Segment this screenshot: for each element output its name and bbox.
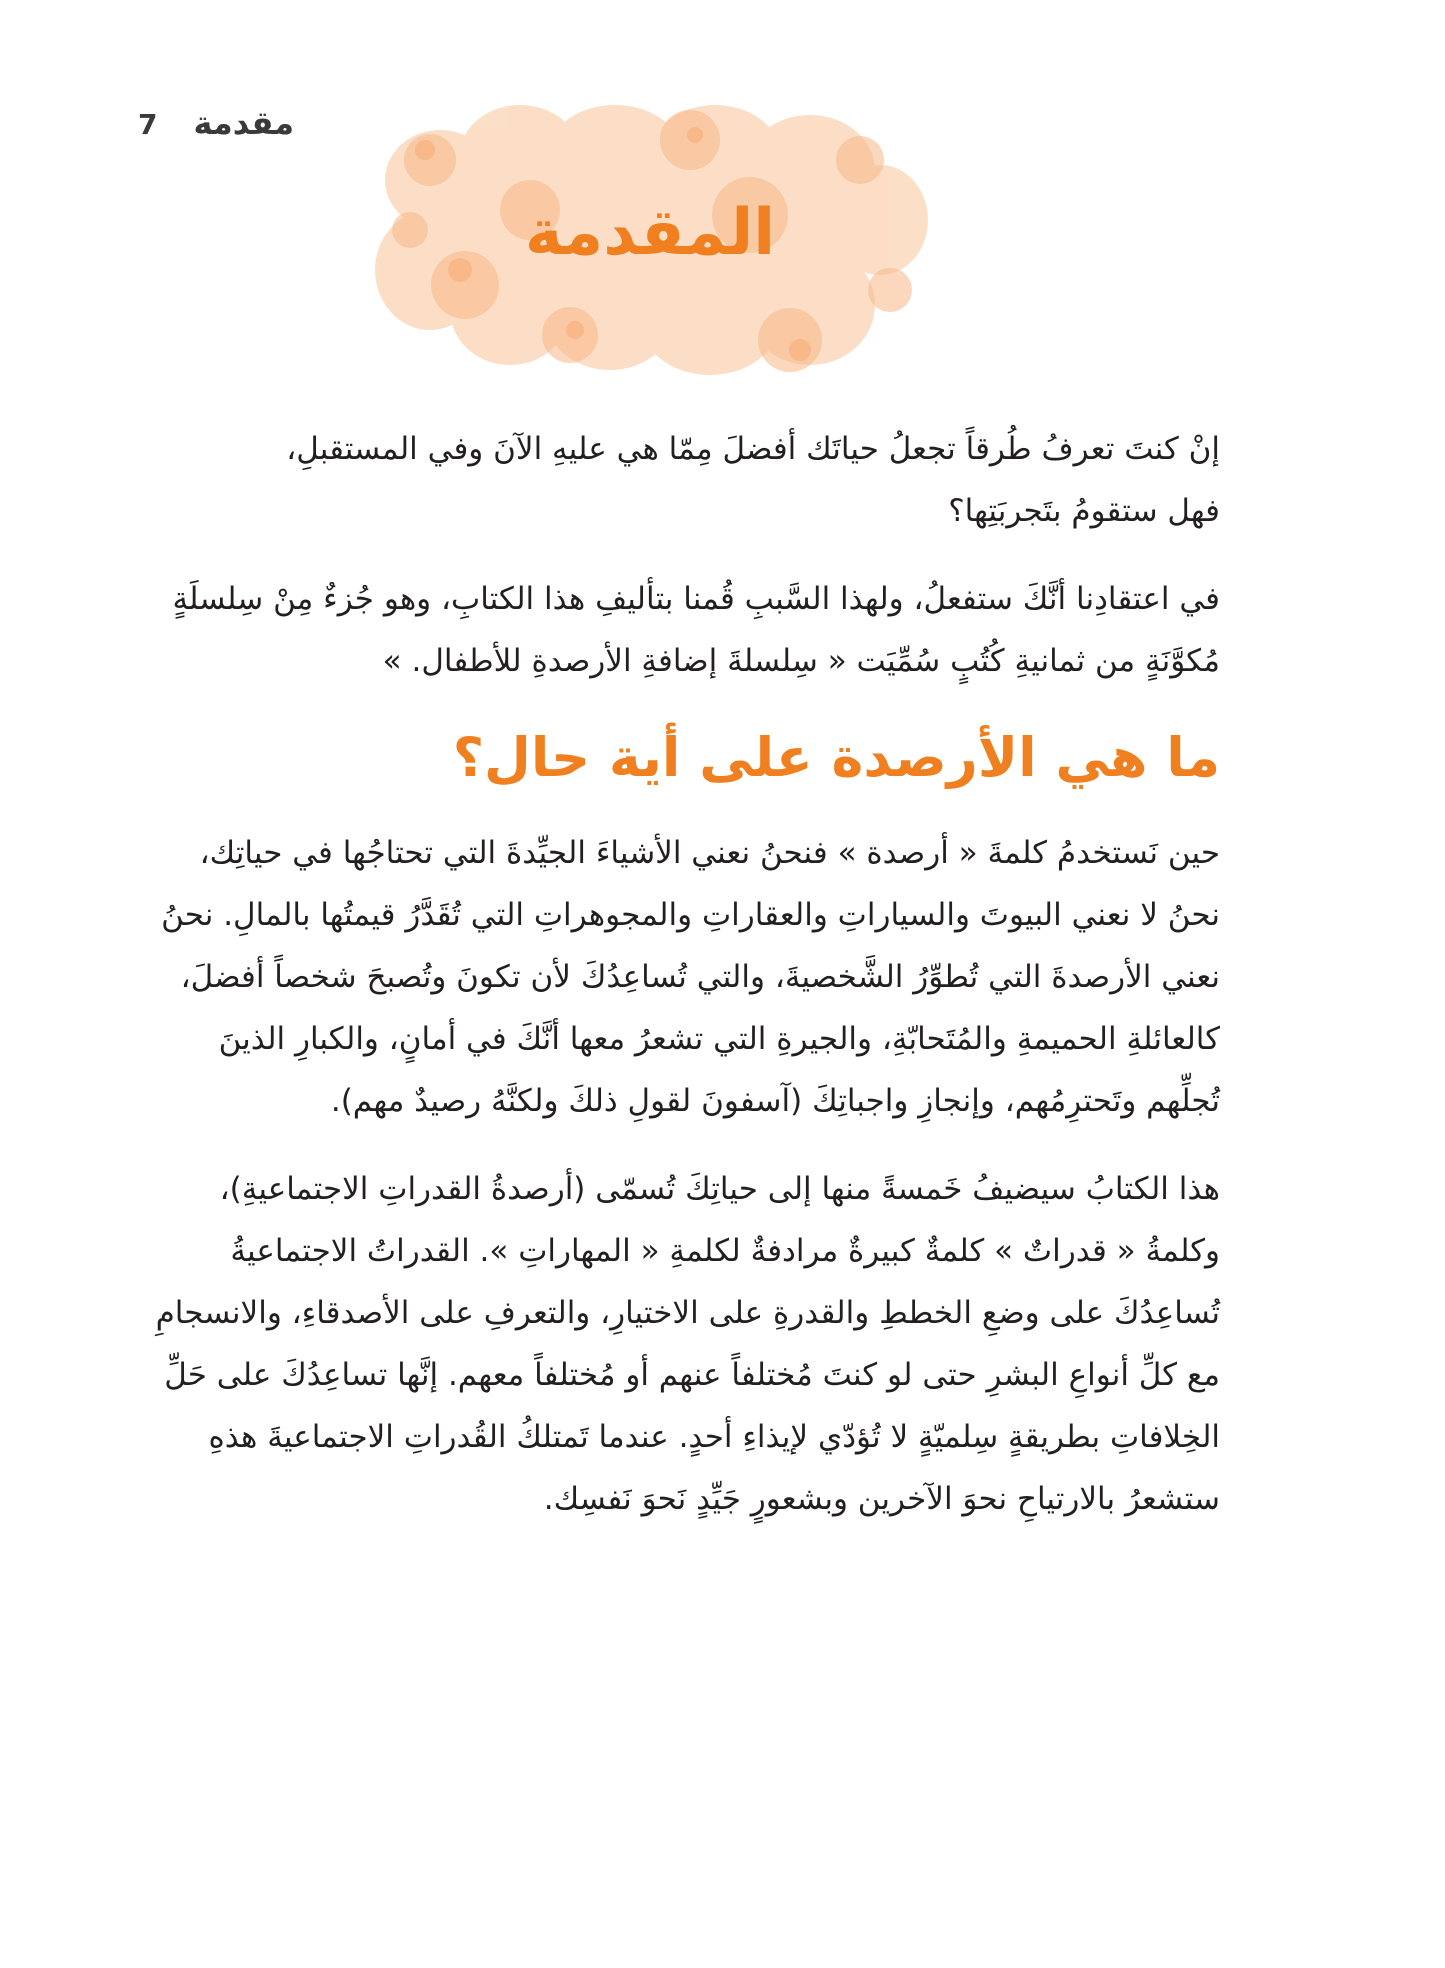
assets-paragraph: حين نَستخدمُ كلمةَ « أرصدة » فنحنُ نعني الأشياءَ الجيِّدةَ التي تحتاجُها في حياتِك، نحنُ لا نعني البيوتَ والسياراتِ والعقاراتِ والمجوهراتِ التي تُقَدَّرُ قيمتُها بالمالِ. نحنُ نعني الأرصدةَ التي تُطوِّرُ الشَّخصيةَ، والتي تُساعِدُكَ لأن تكونَ وتُصبحَ شخصاً أفضلَ، كالعائلةِ الحميمةِ والمُتَحابّةِ، والجيرةِ التي تشعرُ معها أنَّكَ في أمانٍ، والكبارِ الذينَ تُجلِّهم وتَحترِمُهم، وإنجازِ واجباتِكَ (آسفونَ لقولِ ذلكَ ولكنَّهُ رصيدٌ مهم). — [161, 835, 1220, 1119]
running-title: مقدمة — [193, 104, 295, 142]
intro-paragraph-2: في اعتقادِنا أنَّكَ ستفعلُ، ولهذا السَّببِ قُمنا بتأليفِ هذا الكتابِ، وهو جُزءٌ مِنْ سِلسلَةٍ مُكوَّنَةٍ من ثمانيةِ كُتُبٍ سُمِّيَت « سِلسلةَ إضافةِ الأرصدةِ للأطفال. » — [172, 581, 1220, 679]
chapter-title: المقدمة — [524, 196, 776, 270]
running-header — [138, 104, 294, 142]
section-heading: ما هي الأرصدة على أية حال؟ — [452, 726, 1220, 789]
social-competencies-paragraph: هذا الكتابُ سيضيفُ خَمسةً منها إلى حياتِكَ تُسمّى (أرصدةُ القدراتِ الاجتماعيةِ)، وكلمةُ « قدراتٌ » كلمةٌ كبيرةٌ مرادفةٌ لكلمةِ « المهاراتِ ». القدراتُ الاجتماعيةُ تُساعِدُكَ على وضعِ الخططِ والقدرةِ على الاختيارِ، والتعرفِ على الأصدقاءِ، والانسجامِ مع كلِّ أنواعِ البشرِ حتى لو كنتَ مُختلفاً عنهم أو مُختلفاً معهم. إنَّها تساعِدُكَ على حَلِّ الخِلافاتِ بطريقةٍ سِلميّةٍ لا تُؤدّي لإيذاءِ أحدٍ. عندما تَمتلكُ القُدراتِ الاجتماعيةَ هذهِ ستشعرُ بالارتياحِ نحوَ الآخرين وبشعورٍ جَيِّدٍ نَحوَ نَفسِك. — [155, 1171, 1220, 1517]
main-content — [140, 418, 1220, 1530]
page-number: 7 — [138, 108, 158, 141]
intro-paragraph-1: إنْ كنتَ تعرفُ طُرقاً تجعلُ حياتَك أفضلَ مِمّا هي عليهِ الآنَ وفي المستقبلِ، فهل ستقومُ بتَجربَتِها؟ — [286, 431, 1220, 529]
